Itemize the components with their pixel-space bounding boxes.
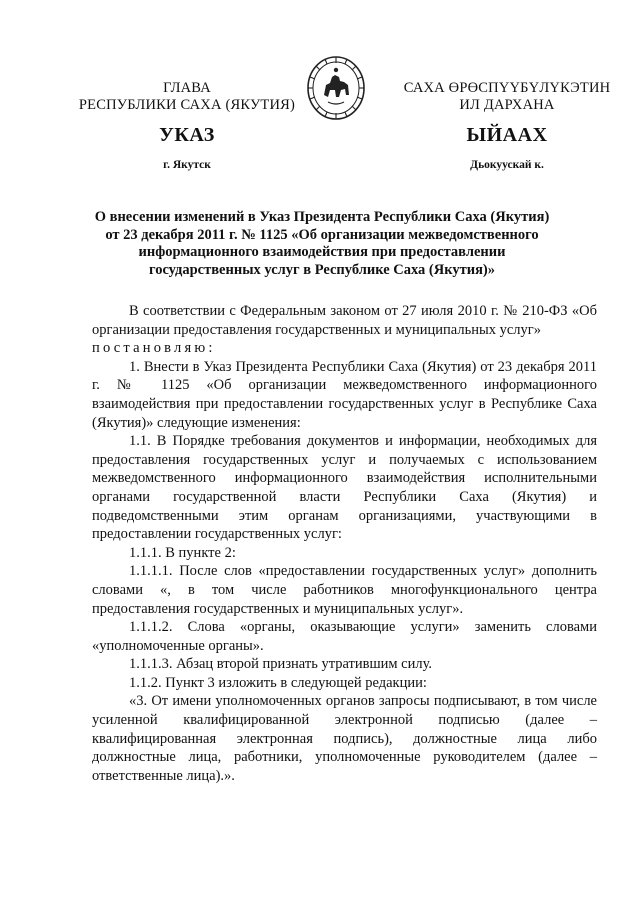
title-line4: государственных услуг в Республике Саха (Якутия)»	[148, 261, 496, 278]
paragraph-preamble: В соответствии с Федеральным законом от 27 июля 2010 г. № 210-ФЗ «Об организации предоставления государственных и муниципальных услуг»	[92, 303, 597, 338]
paragraph-1-1-1-3: 1.1.1.3. Абзац второй признать утратившим силу.	[129, 656, 433, 673]
paragraph-quote-3: «3. От имени уполномоченных органов запросы подписывают, в том числе усиленной квалифицированной электронной подписью (далее – квалифицированная электронная подпись), должностные лица либо должностные лица, работники, уполномоченные руководителем (далее – ответственные лица).».	[92, 693, 597, 784]
city-ru: г. Якутск	[163, 159, 211, 171]
city-sah: Дьокуускай к.	[470, 159, 544, 171]
paragraph-1-1: 1.1. В Порядке требования документов и информации, необходимых для предоставления государственных услуг и получаемых с использованием межведомственного информационного взаимодействия исполнительными органами государственной власти Республики Саха (Якутия) и подведомственными этим органам организациями, участвующими в предоставлении государственных услуг:	[92, 433, 597, 543]
header-right-line1: САХА ӨРӨСПҮҮБҮЛҮКЭТИН	[403, 80, 611, 96]
header-left	[62, 80, 312, 114]
paragraph-1-1-1-1: 1.1.1.1. После слов «предоставлении государственных услуг» дополнить словами «, в том числе работников многофункционального центра предоставления государственных и муниципальных услуг».	[92, 563, 597, 617]
header-right-line2: ИЛ ДАРХАНА	[459, 97, 555, 113]
document-body	[92, 302, 597, 785]
header-right	[382, 80, 632, 114]
header-left-line2: РЕСПУБЛИКИ САХА (ЯКУТИЯ)	[78, 97, 296, 113]
paragraph-1-1-2: 1.1.2. Пункт 3 изложить в следующей редакции:	[129, 674, 427, 691]
coat-of-arms-icon	[306, 55, 366, 121]
title-line2: от 23 декабря 2011 г. № 1125 «Об организации межведомственного	[105, 226, 539, 243]
title-line1: О внесении изменений в Указ Президента Республики Саха (Якутия)	[94, 209, 550, 225]
decree-label-sah: ЫЙААХ	[466, 124, 548, 146]
decree-label-ru: УКАЗ	[159, 124, 215, 146]
paragraph-1: 1. Внести в Указ Президента Республики Саха (Якутия) от 23 декабря 2011 г. № 1125 «Об организации межведомственного информационного взаимодействия при предоставлении государственных услуг в Республике Саха (Якутия)» следующие изменения:	[92, 358, 597, 431]
title-line3: информационного взаимодействия при предоставлении	[138, 244, 506, 260]
paragraph-1-1-1-2: 1.1.1.2. Слова «органы, оказывающие услуги» заменить словами «уполномоченные органы».	[92, 619, 597, 654]
document-title	[92, 209, 552, 279]
header-left-line1: ГЛАВА	[163, 80, 211, 96]
decree-word: постановляю:	[92, 340, 216, 357]
paragraph-1-1-1: 1.1.1. В пункте 2:	[129, 544, 236, 561]
